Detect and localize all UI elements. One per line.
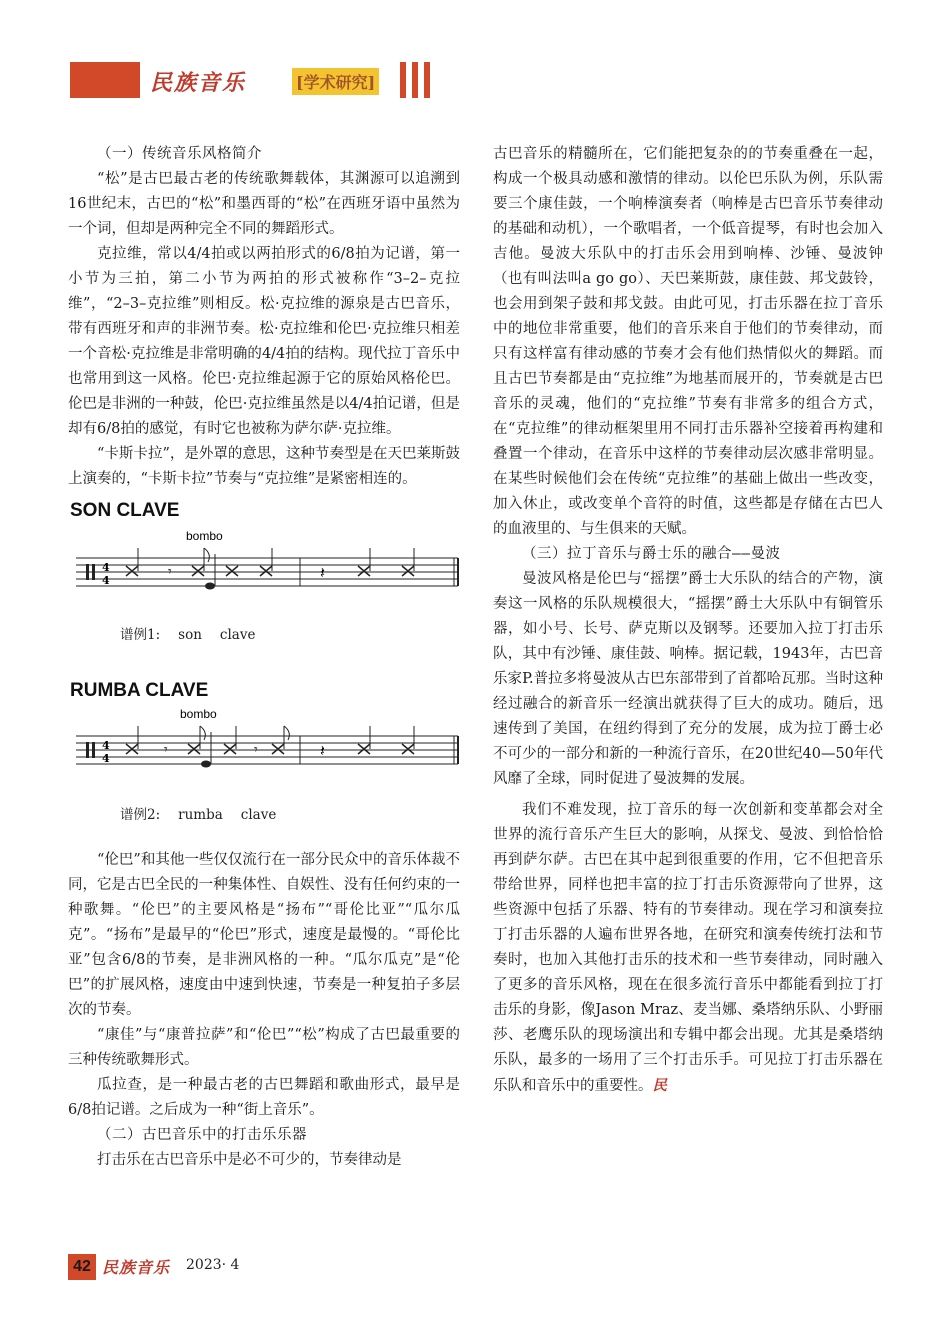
svg-text:𝄾: 𝄾	[254, 742, 258, 758]
section-heading-1: （一）传统音乐风格简介	[97, 146, 262, 162]
paragraph: “伦巴”和其他一些仅仅流行在一部分民众中的音乐体裁不同，它是古巴全民的一种集体性、自娱性、没有任何约束的一种歌舞。“伦巴”的主要风格是“扬布”“哥伦比亚”“瓜尔瓜克”。“扬布”是最早的“伦巴”形式，速度是最慢的。“哥伦比亚”包含6/8的节奏，是非洲风格的一种。“瓜尔瓜克”是“伦巴”的扩展风格，速度由中速到快速，节奏是一种复拍子多层次的节奏。	[68, 852, 460, 1018]
example-caption-2: 谱例2: rumba clave	[120, 807, 277, 823]
page-header	[70, 62, 380, 100]
paragraph: 打击乐在古巴音乐中是必不可少的，节奏律动是	[97, 1152, 402, 1168]
svg-text:𝄽: 𝄽	[320, 563, 325, 582]
header-color-block	[70, 62, 140, 98]
paragraph: 古巴音乐的精髓所在，它们能把复杂的的节奏重叠在一起，构成一个极具动感和激情的律动。以伦巴乐队为例，乐队需要三个康佳鼓，一个响棒演奏者（响棒是古巴音乐节奏律动的基础和动机），一个歌唱者，一个低音提琴，有时也会加入吉他。曼波大乐队中的打击乐会用到响棒、沙锤、曼波钟（也有叫法叫a go go）、天巴莱斯鼓，康佳鼓、邦戈鼓铃，也会用到架子鼓和邦戈鼓。由此可见，打击乐器在拉丁音乐中的地位非常重要，他们的音乐来自于他们的节奏律动，而只有这样富有律动感的节奏才会有他们热情似火的舞蹈。而且古巴节奏都是由“克拉维”为地基而展开的，节奏就是古巴音乐的灵魂，他们的“克拉维”节奏有非常多的组合方式，在“克拉维”的律动框架里用不同打击乐器补空接着再构建和叠置一个律动，在音乐中这样的节奏律动层次感非常明显。在某些时候他们会在传统“克拉维”的基础上做出一些改变，加入休止，或改变单个音符的时值，这些都是存储在古巴人的血液里的、与生俱来的天赋。	[493, 146, 883, 537]
bombo-label: bombo	[180, 707, 217, 721]
page-footer	[68, 1254, 368, 1284]
svg-text:𝄾: 𝄾	[168, 564, 172, 580]
section-heading-2: （二）古巴音乐中的打击乐乐器	[97, 1127, 307, 1143]
header-bars	[400, 62, 430, 98]
svg-text:𝄾: 𝄾	[164, 742, 168, 758]
footer-logo: 民族音乐	[102, 1258, 171, 1277]
paragraph: “卡斯卡拉”，是外罩的意思，这种节奏型是在天巴莱斯鼓上演奏的，“卡斯卡拉”节奏与“克拉维”是紧密相连的。	[68, 446, 460, 487]
svg-text:4: 4	[102, 752, 110, 765]
son-clave-title: SON CLAVE	[70, 500, 180, 521]
rumba-clave-score	[68, 704, 460, 804]
bombo-label: bombo	[186, 529, 223, 543]
example-caption-1: 谱例1: son clave	[120, 627, 256, 643]
svg-text:4: 4	[102, 574, 110, 587]
page-number: 42	[68, 1254, 96, 1280]
section-label: [学术研究]	[292, 68, 379, 95]
rumba-clave-title: RUMBA CLAVE	[70, 680, 209, 701]
paragraph: “康佳”与“康普拉萨”和“伦巴”“松”构成了古巴最重要的三种传统歌舞形式。	[68, 1027, 460, 1068]
issue-label: 2023· 4	[186, 1257, 240, 1273]
end-mark: 民	[652, 1077, 667, 1094]
section-heading-3: （三）拉丁音乐与爵士乐的融合——曼波	[522, 546, 781, 562]
left-column	[68, 142, 460, 1173]
paragraph: 克拉维，常以4/4拍或以两拍形式的6/8拍为记谱，第一小节为三拍，第二小节为两拍的形式被称作“3–2–克拉维”，“2–3–克拉维”则相反。松·克拉维的源泉是古巴音乐，带有西班牙和声的非洲节奏。松·克拉维和伦巴·克拉维只相差一个音松·克拉维是非常明确的4/4拍的结构。现代拉丁音乐中也常用到这一风格。伦巴·克拉维起源于它的原始风格伦巴。伦巴是非洲的一种鼓，伦巴·克拉维虽然是以4/4拍记谱，但是却有6/8拍的感觉，有时它也被称为萨尔萨·克拉维。	[68, 246, 460, 437]
paragraph: “松”是古巴最古老的传统歌舞载体，其渊源可以追溯到16世纪末，古巴的“松”和墨西哥的“松”在西班牙语中虽然为一个词，但却是两种完全不同的舞蹈形式。	[68, 171, 460, 237]
son-clave-score	[68, 524, 460, 624]
right-column	[493, 142, 883, 1099]
paragraph: 曼波风格是伦巴与“摇摆”爵士大乐队的结合的产物，演奏这一风格的乐队规模很大，“摇摆”爵士大乐队中有铜管乐器，如小号、长号、萨克斯以及钢琴。还要加入拉丁打击乐队，其中有沙锤、康佳鼓、响棒。据记载，1943年，古巴音乐家P.普拉多将曼波从古巴东部带到了首都哈瓦那。当时这种经过融合的新音乐一经演出就获得了巨大的成功。随后，迅速传到了美国，在纽约得到了充分的发展，成为拉丁爵士必不可少的一部分和新的一种流行音乐，在20世纪40—50年代风靡了全球，同时促进了曼波舞的发展。	[493, 571, 883, 787]
svg-text:𝄽: 𝄽	[320, 741, 325, 760]
paragraph: 我们不难发现，拉丁音乐的每一次创新和变革都会对全世界的流行音乐产生巨大的影响，从探戈、曼波、到恰恰恰再到萨尔萨。古巴在其中起到很重要的作用，它不但把音乐带给世界，同样也把丰富的拉丁打击乐资源带向了世界，这些资源中包括了乐器、特有的节奏律动。现在学习和演奏拉丁打击乐器的人遍布世界各地，在研究和演奏传统打法和节奏时，也加入其他打击乐的技术和一些节奏律动，同时融入了更多的音乐风格，现在在很多流行音乐中都能看到拉丁打击乐的身影，像Jason Mraz、麦当娜、桑塔纳乐队、小野丽莎、老鹰乐队的现场演出和专辑中都会出现。尤其是桑塔纳乐队，最多的一场用了三个打击乐手。可见拉丁打击乐器在乐队和音乐中的重要性。民	[493, 802, 883, 1094]
svg-text:4: 4	[102, 561, 110, 574]
svg-text:4: 4	[102, 739, 110, 752]
journal-logo: 民族音乐	[150, 70, 247, 96]
paragraph: 瓜拉查，是一种最古老的古巴舞蹈和歌曲形式，最早是6/8拍记谱。之后成为一种“街上音乐”。	[68, 1077, 460, 1118]
